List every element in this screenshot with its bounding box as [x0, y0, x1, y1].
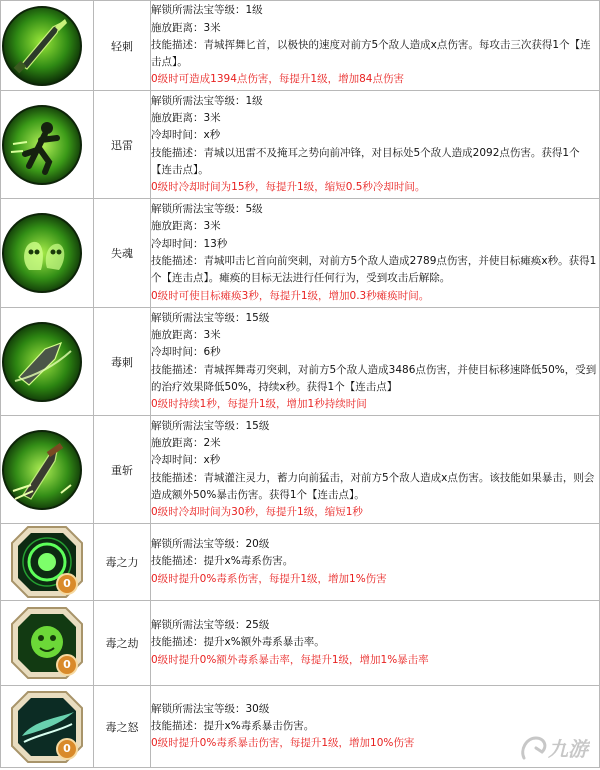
skill-detail: 冷却时间：6秒 [151, 346, 221, 359]
skill-name: 毒之力 [94, 524, 151, 601]
skill-detail: 技能描述：提升x%毒系暴击伤害。 [151, 719, 315, 732]
skill-row [1, 416, 600, 524]
skill-detail: 施放距离：3米 [151, 21, 221, 34]
skill-name: 迅雷 [94, 91, 151, 199]
skill-upgrade: 0级时可使目标瘫痪3秒，每提升1级，增加0.3秒瘫痪时间。 [151, 289, 430, 302]
skill-detail: 解锁所需法宝等级：1级 [151, 4, 263, 17]
skill-name: 失魂 [94, 199, 151, 308]
skill-upgrade: 0级时提升0%毒系暴击伤害，每提升1级，增加10%伤害 [151, 737, 415, 750]
poison-blade-icon [1, 321, 93, 403]
skill-detail: 解锁所需法宝等级：5级 [151, 203, 263, 216]
skill-detail: 冷却时间：13秒 [151, 237, 228, 250]
poison-fury-icon [10, 690, 84, 764]
poison-power-icon [10, 525, 84, 599]
level-badge: 0 [56, 738, 78, 760]
skill-row [1, 199, 600, 308]
skill-name: 毒之劫 [94, 601, 151, 686]
skill-row [1, 524, 600, 601]
skill-detail: 技能描述：提升x%毒系伤害。 [151, 555, 294, 568]
skill-detail: 施放距离：3米 [151, 111, 221, 124]
skill-detail: 技能描述：青城挥舞匕首，以极快的速度对前方5个敌人造成x点伤害。每攻击三次获得1个【连击点】。 [151, 38, 591, 69]
skill-upgrade: 0级时提升0%毒系伤害，每提升1级，增加1%伤害 [151, 572, 387, 585]
skill-name: 毒之怒 [94, 686, 151, 768]
skill-upgrade: 0级时可造成1394点伤害，每提升1级，增加84点伤害 [151, 73, 404, 86]
skill-upgrade: 0级时冷却时间为30秒，每提升1级，缩短1秒 [151, 506, 363, 519]
level-badge: 0 [56, 573, 78, 595]
skill-detail: 解锁所需法宝等级：30级 [151, 702, 270, 715]
skill-detail: 解锁所需法宝等级：15级 [151, 311, 270, 324]
skill-row [1, 308, 600, 416]
skill-detail: 施放距离：3米 [151, 328, 221, 341]
skill-detail: 技能描述：青城以迅雷不及掩耳之势向前冲锋，对目标处5个敌人造成2092点伤害。获得1个【连击点】。 [151, 146, 580, 176]
poison-calamity-icon [10, 606, 84, 680]
level-badge: 0 [56, 654, 78, 676]
skill-name: 重斩 [94, 416, 151, 524]
skill-detail: 解锁所需法宝等级：25级 [151, 619, 270, 632]
skill-detail: 技能描述：青城挥舞毒刃突刺，对前方5个敌人造成3486点伤害，并使目标移速降低50%，受到的治疗效果降低50%，持续x秒。获得1个【连击点】 [151, 363, 597, 393]
skill-upgrade: 0级时提升0%额外毒系暴击率，每提升1级，增加1%暴击率 [151, 653, 429, 666]
jiuyou-logo-icon [518, 732, 590, 764]
skill-detail: 解锁所需法宝等级：20级 [151, 538, 270, 551]
skill-detail: 冷却时间：x秒 [151, 454, 221, 467]
skill-detail: 技能描述：提升x%额外毒系暴击率。 [151, 636, 325, 649]
skill-detail: 技能描述：青城叩击匕首向前突刺，对前方5个敌人造成2789点伤害，并使目标瘫痪x秒。获得1个【连击点】。瘫痪的目标无法进行任何行为，受到攻击后解除。 [151, 255, 597, 285]
skill-row [1, 686, 600, 768]
skill-name: 毒刺 [94, 308, 151, 416]
skill-detail: 解锁所需法宝等级：1级 [151, 94, 263, 107]
dashing-ninja-icon [1, 104, 93, 186]
skill-detail: 施放距离：2米 [151, 436, 221, 449]
skill-row [1, 601, 600, 686]
skill-upgrade: 0级时持续1秒，每提升1级，增加1秒持续时间 [151, 398, 367, 411]
heavy-slash-icon [1, 429, 93, 511]
skill-detail: 解锁所需法宝等级：15级 [151, 419, 270, 432]
skill-detail: 技能描述：青城灌注灵力，蓄力向前猛击，对前方5个敌人造成x点伤害。该技能如果暴击，则会造成额外50%暴击伤害。获得1个【连击点】。 [151, 471, 595, 501]
svg-text:九游: 九游 [548, 737, 588, 761]
skill-upgrade: 0级时冷却时间为15秒，每提升1级，缩短0.5秒冷却时间。 [151, 181, 426, 194]
dagger-icon [1, 5, 93, 87]
ghost-spirits-icon [1, 212, 93, 294]
skill-detail: 施放距离：3米 [151, 220, 221, 233]
skill-detail: 冷却时间：x秒 [151, 129, 221, 142]
skill-row [1, 1, 600, 91]
skill-row [1, 91, 600, 199]
skill-name: 轻刺 [94, 1, 151, 91]
